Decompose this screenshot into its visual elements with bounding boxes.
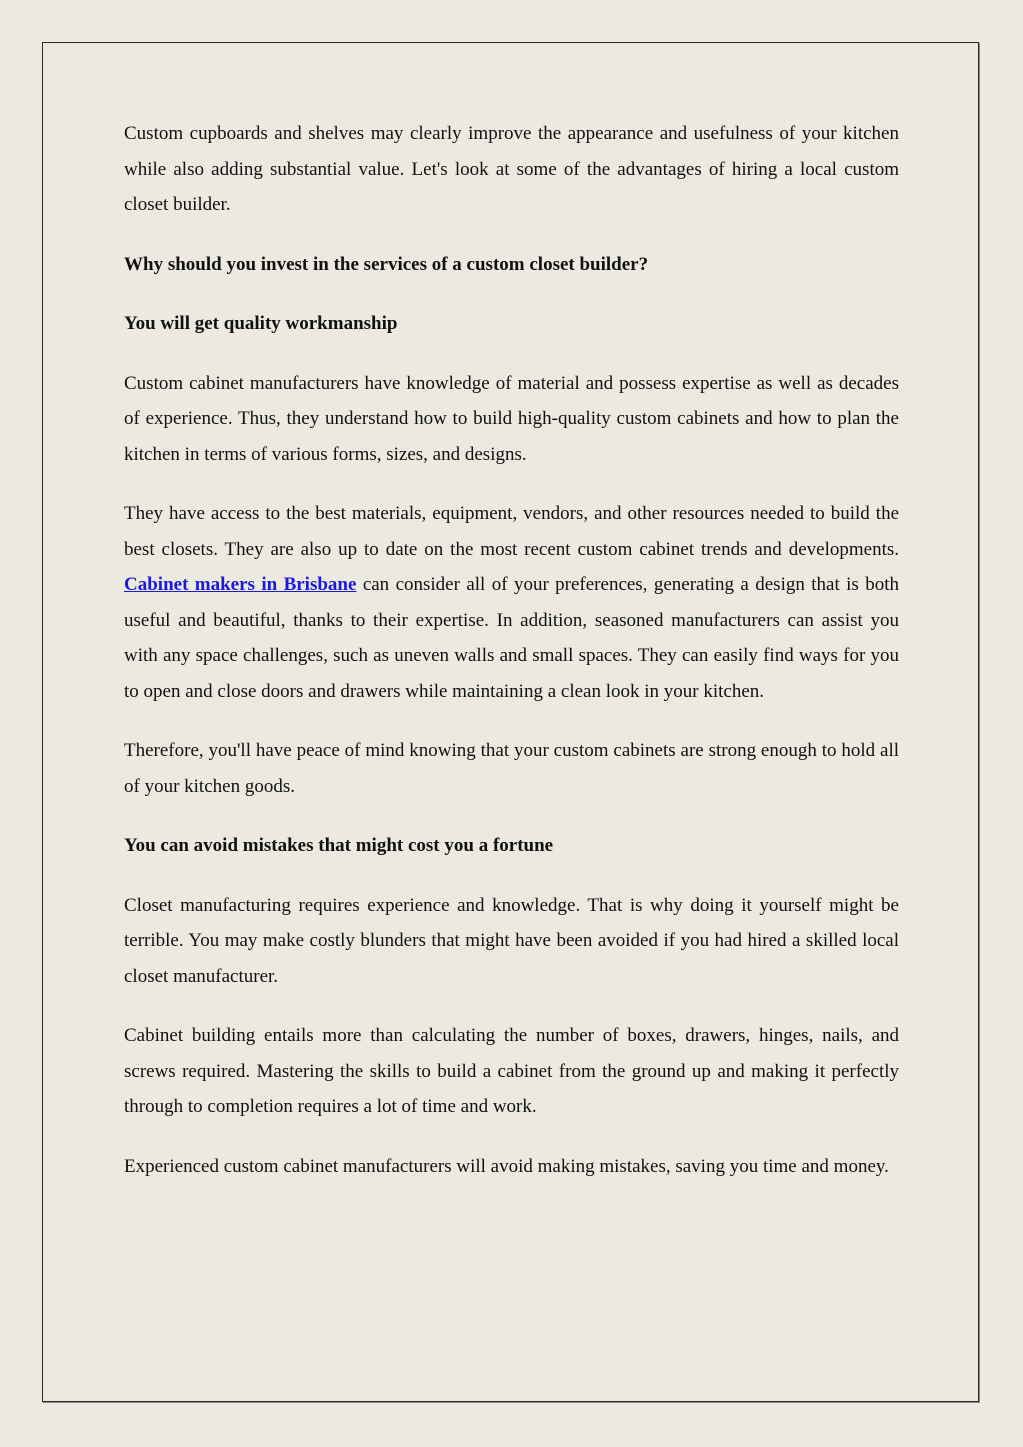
- quality-paragraph-3: Therefore, you'll have peace of mind knowing that your custom cabinets are strong enough to hold all of your kitchen goods.: [124, 740, 899, 797]
- heading-quality-workmanship: You will get quality workmanship: [124, 313, 398, 334]
- mistakes-paragraph-2: Cabinet building entails more than calculating the number of boxes, drawers, hinges, nails, and screws required. Mastering the skills to build a cabinet from the ground up and making it perfectly through to completion requires a lot of time and work.: [124, 1025, 899, 1117]
- intro-paragraph: Custom cupboards and shelves may clearly improve the appearance and usefulness of your kitchen while also adding substantial value. Let's look at some of the advantages of hiring a local custom closet builder.: [124, 123, 899, 215]
- heading-avoid-mistakes: You can avoid mistakes that might cost you a fortune: [124, 835, 554, 856]
- mistakes-paragraph-1: Closet manufacturing requires experience and knowledge. That is why doing it yourself might be terrible. You may make costly blunders that might have been avoided if you had hired a skilled local closet manufacturer.: [124, 894, 899, 987]
- quality-paragraph-2-after: can consider all of your preferences, generating a design that is both useful and beautiful, thanks to their expertise. In addition, seasoned manufacturers can assist you with any space challenges, such as uneven walls and small spaces. They can easily find ways for you to open and close doors and drawers while maintaining a clean look in your kitchen.: [124, 574, 899, 702]
- quality-paragraph-2-before: They have access to the best materials, equipment, vendors, and other resources needed to build the best closets. They are also up to date on the most recent custom cabinet trends and developments.: [124, 503, 899, 560]
- cabinet-makers-brisbane-link[interactable]: Cabinet makers in Brisbane: [124, 574, 357, 595]
- document-body: [124, 116, 899, 1208]
- heading-why-invest: Why should you invest in the services of a custom closet builder?: [124, 253, 649, 275]
- quality-paragraph-2: [124, 496, 899, 709]
- quality-paragraph-1: Custom cabinet manufacturers have knowledge of material and possess expertise as well as decades of experience. Thus, they understand how to build high-quality custom cabinets and how to plan the kitchen in terms of various forms, sizes, and designs.: [124, 372, 899, 465]
- mistakes-paragraph-3: Experienced custom cabinet manufacturers will avoid making mistakes, saving you time and money.: [124, 1155, 889, 1177]
